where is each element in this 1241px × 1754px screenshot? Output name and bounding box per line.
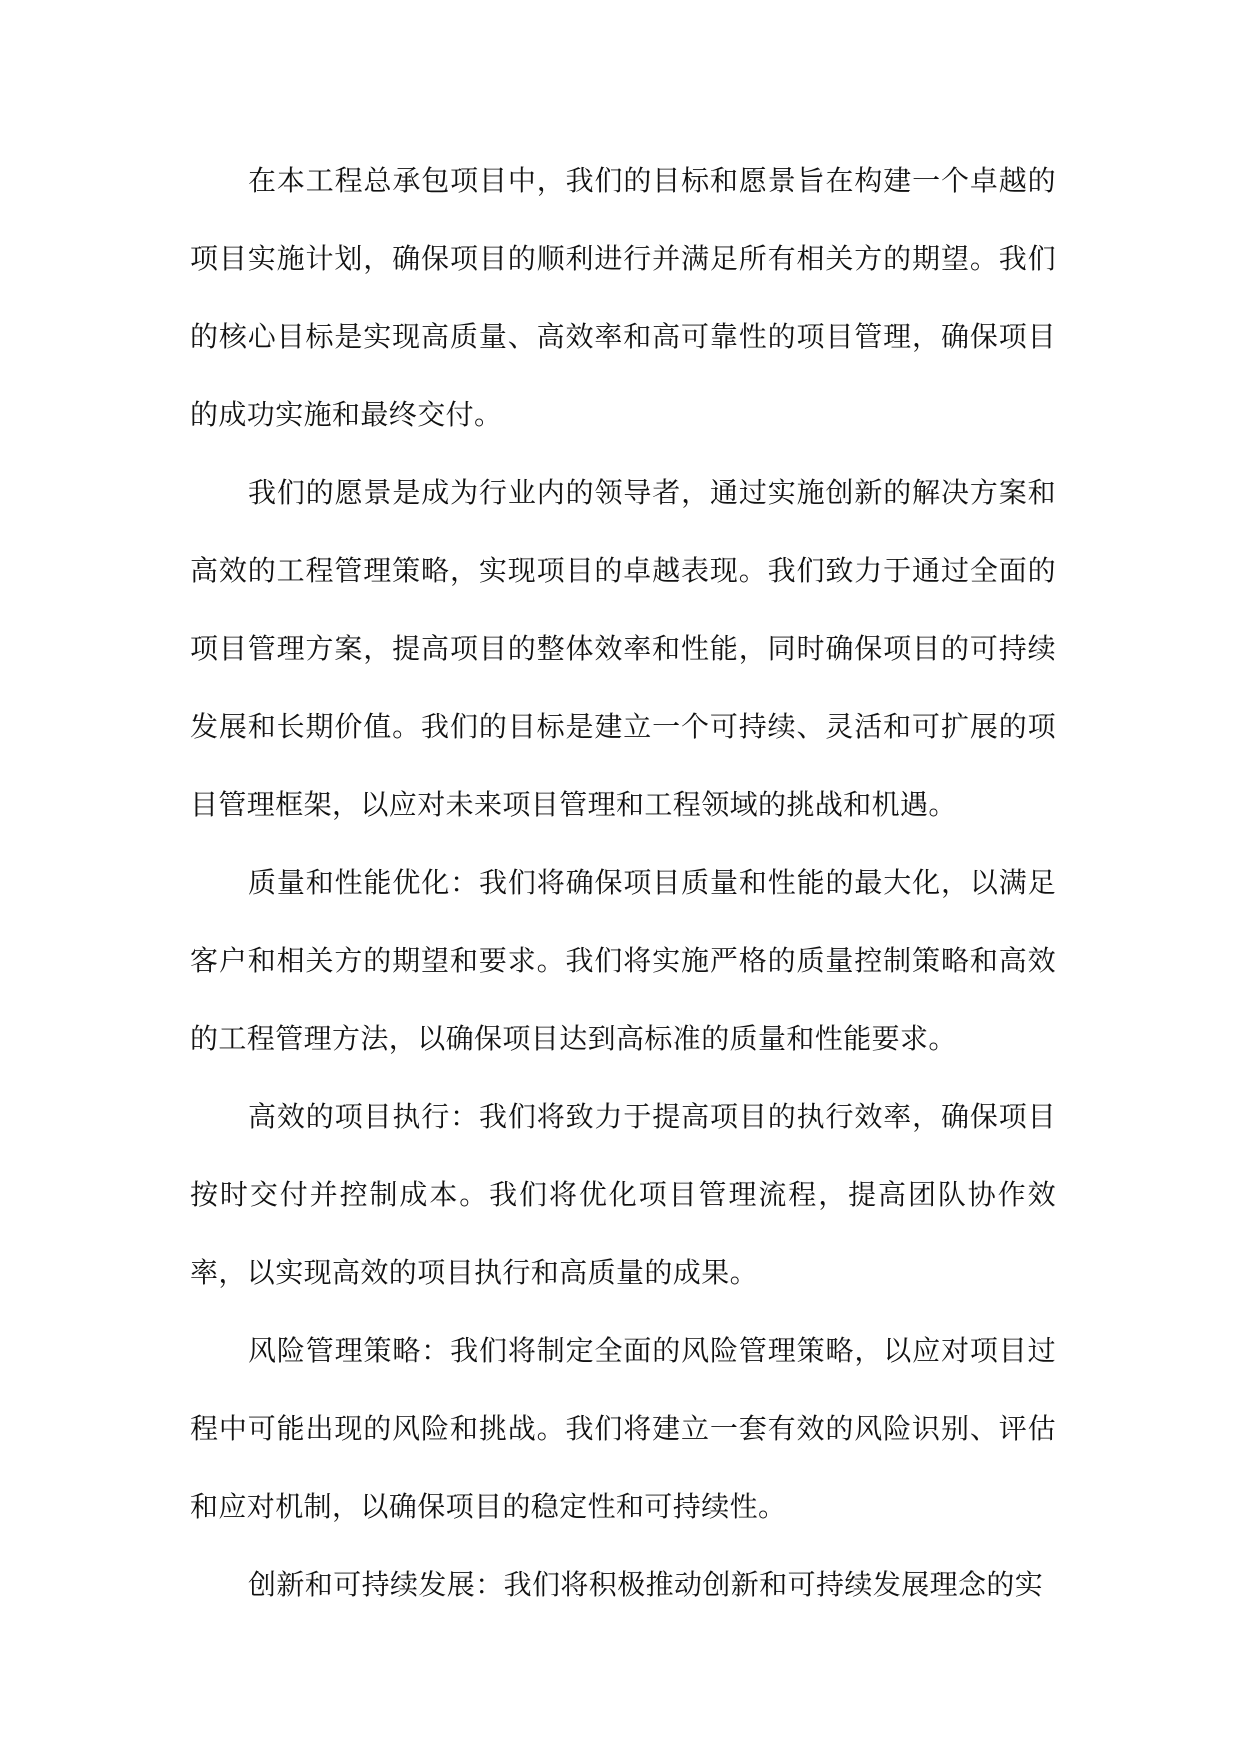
paragraph-risk-management: 风险管理策略：我们将制定全面的风险管理策略，以应对项目过程中可能出现的风险和挑战。我们将建立一套有效的风险识别、评估和应对机制，以确保项目的稳定性和可持续性。	[190, 1334, 1056, 1523]
paragraph-innovation-sustainability: 创新和可持续发展：我们将积极推动创新和可持续发展理念的实	[248, 1568, 1044, 1601]
document-body	[190, 142, 1056, 1624]
paragraph-quality-performance: 质量和性能优化：我们将确保项目质量和性能的最大化，以满足客户和相关方的期望和要求。我们将实施严格的质量控制策略和高效的工程管理方法，以确保项目达到高标准的质量和性能要求。	[190, 866, 1056, 1055]
paragraph-efficient-execution: 高效的项目执行：我们将致力于提高项目的执行效率，确保项目按时交付并控制成本。我们将优化项目管理流程，提高团队协作效率，以实现高效的项目执行和高质量的成果。	[190, 1100, 1056, 1289]
paragraph-goals-vision: 在本工程总承包项目中，我们的目标和愿景旨在构建一个卓越的项目实施计划，确保项目的顺利进行并满足所有相关方的期望。我们的核心目标是实现高质量、高效率和高可靠性的项目管理，确保项目的成功实施和最终交付。	[190, 164, 1056, 431]
paragraph-vision: 我们的愿景是成为行业内的领导者，通过实施创新的解决方案和高效的工程管理策略，实现项目的卓越表现。我们致力于通过全面的项目管理方案，提高项目的整体效率和性能，同时确保项目的可持续发展和长期价值。我们的目标是建立一个可持续、灵活和可扩展的项目管理框架，以应对未来项目管理和工程领域的挑战和机遇。	[190, 476, 1056, 821]
